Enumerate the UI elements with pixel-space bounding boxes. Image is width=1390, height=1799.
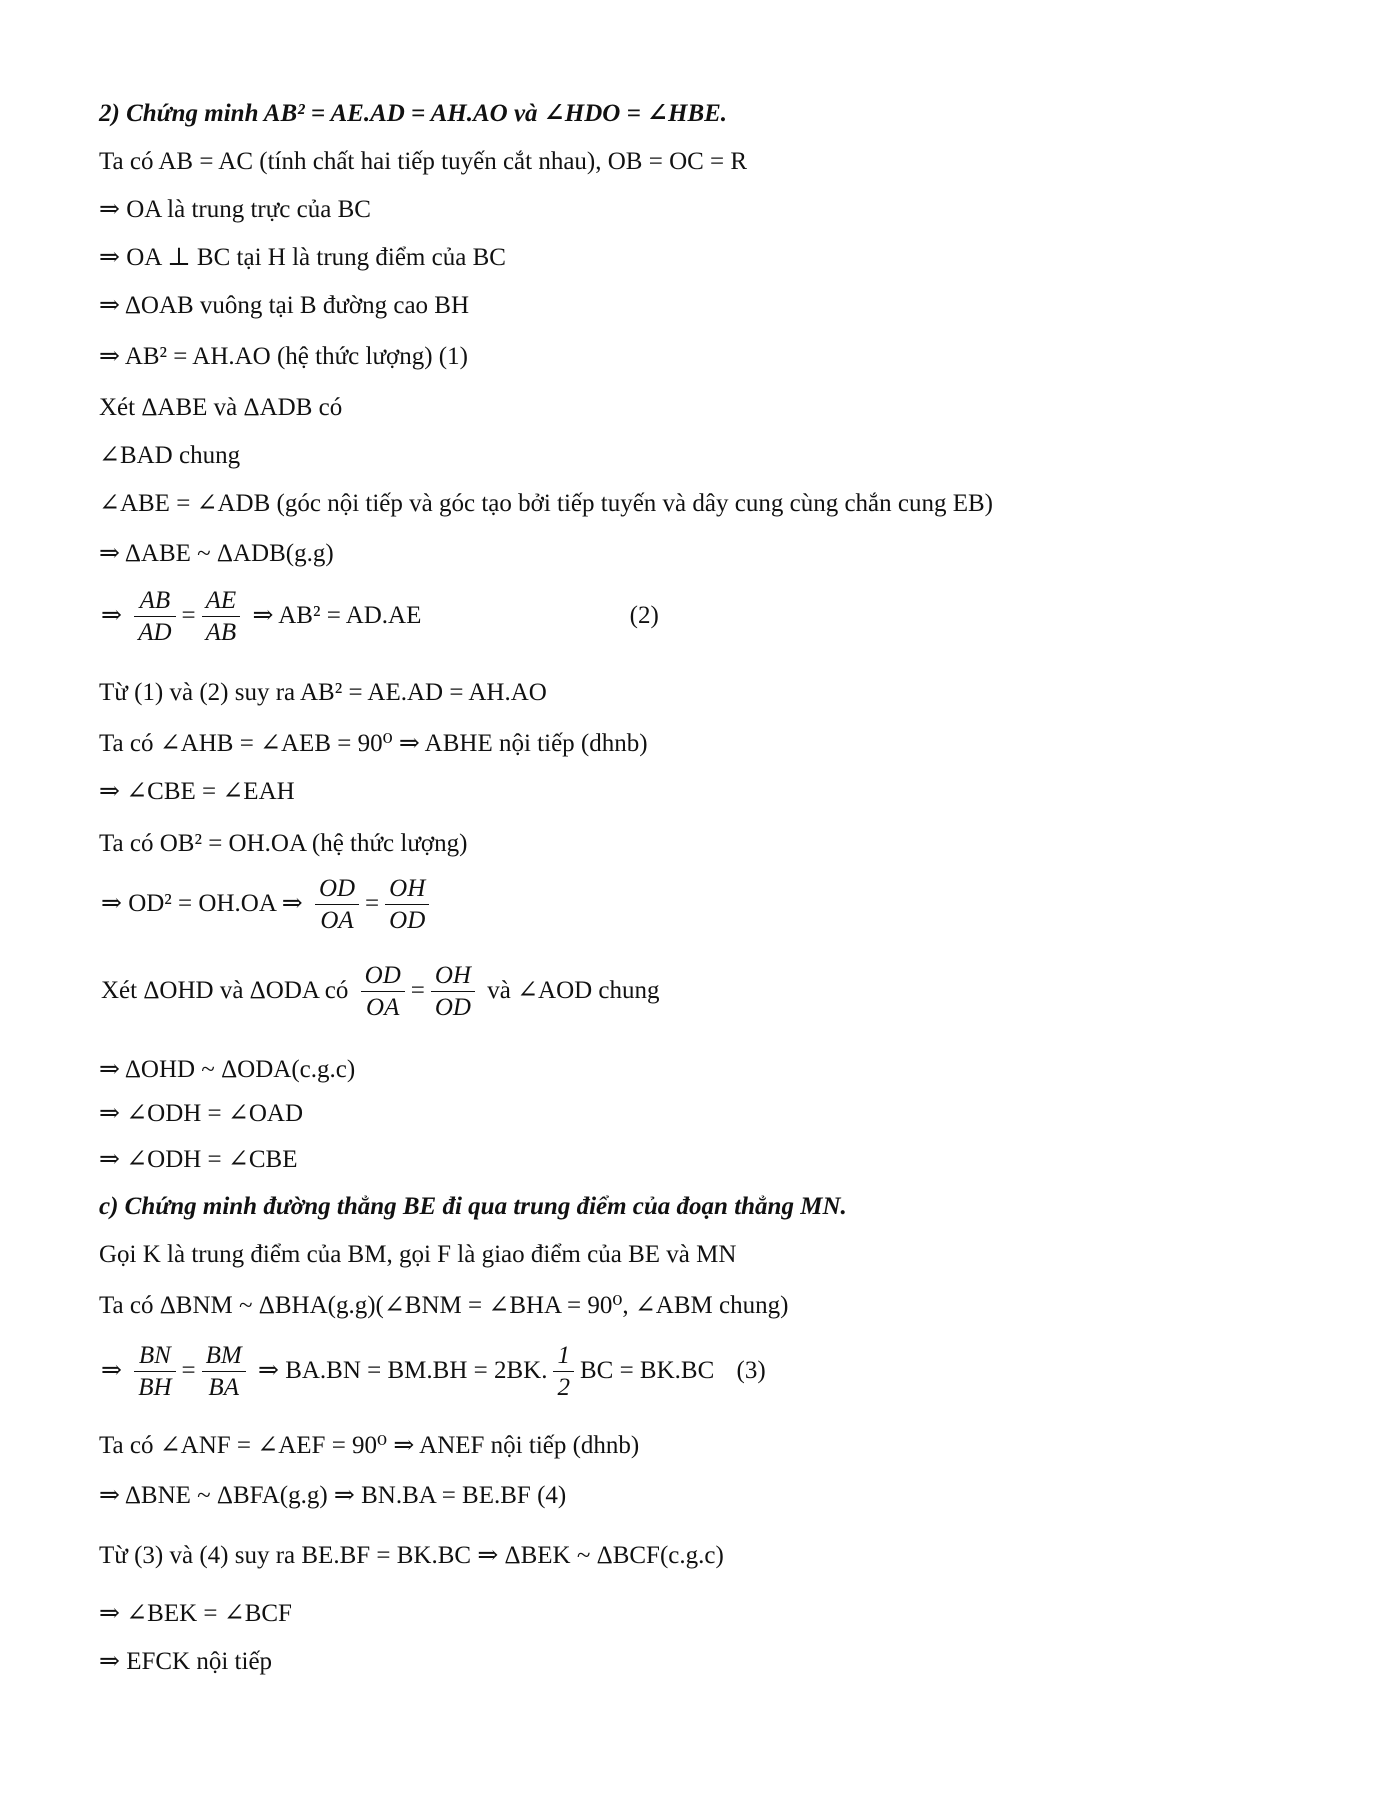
- fraction: [134, 585, 175, 649]
- fraction: [553, 1340, 574, 1404]
- eq-mid: ⇒ BA.BN = BM.BH = 2BK.: [258, 1357, 548, 1385]
- eq-prefix: ⇒: [101, 602, 122, 630]
- eq-prefix: ⇒: [101, 1357, 122, 1385]
- text-line: Ta có OB² = OH.OA (hệ thức lượng): [99, 830, 468, 857]
- fraction-equation-2: ⇒ OD² = OH.OA ⇒ $\frac{OD}{OA}$ = $\frac{OH}{OD}$: [99, 873, 433, 937]
- denominator: AD: [138, 619, 172, 647]
- fraction-equation-3: Xét ΔOHD và ΔODA có $\frac{OD}{OA}$ = $\frac{OH}{OD}$ và ∠AOD chung: [99, 960, 662, 1024]
- denominator: AB: [205, 619, 237, 647]
- text-line: ⇒ ΔBNE ~ ΔBFA(g.g) ⇒ BN.BA = BE.BF (4): [99, 1482, 567, 1509]
- heading-part-2: 2) Chứng minh AB² = AE.AD = AH.AO và ∠HDO = ∠HBE.: [99, 100, 728, 127]
- text-line: Ta có ∠ANF = ∠AEF = 90⁰ ⇒ ANEF nội tiếp (dhnb): [99, 1432, 640, 1459]
- denominator: OD: [389, 907, 426, 935]
- equation-tag: (3): [736, 1357, 766, 1385]
- numerator: OH: [431, 960, 475, 992]
- numerator: BM: [202, 1340, 246, 1372]
- text-line: ∠ABE = ∠ADB (góc nội tiếp và góc tạo bởi tiếp tuyến và dây cung cùng chắn cung EB): [99, 490, 994, 517]
- text-line: ⇒ ∠BEK = ∠BCF: [99, 1600, 292, 1627]
- fraction: [134, 1340, 175, 1404]
- equation-tag: (2): [629, 602, 659, 630]
- denominator: 2: [557, 1374, 570, 1402]
- denominator: OA: [320, 907, 354, 935]
- heading-part-c: c) Chứng minh đường thẳng BE đi qua trung điểm của đoạn thẳng MN.: [99, 1193, 847, 1220]
- text-line: ⇒ OA là trung trực của BC: [99, 196, 371, 223]
- fraction: [202, 585, 241, 649]
- text-line: ⇒ EFCK nội tiếp: [99, 1648, 273, 1675]
- text-line: Xét ΔABE và ΔADB có: [99, 394, 343, 421]
- text-line: ⇒ ∠ODH = ∠CBE: [99, 1146, 298, 1173]
- text-line: ⇒ OA ⊥ BC tại H là trung điểm của BC: [99, 244, 506, 271]
- fraction: [385, 873, 429, 937]
- eq-prefix: ⇒ OD² = OH.OA ⇒: [101, 890, 303, 918]
- eq-suffix: BC = BK.BC: [579, 1357, 715, 1385]
- text-line: ⇒ AB² = AH.AO (hệ thức lượng) (1): [99, 343, 468, 370]
- text-line: Gọi K là trung điểm của BM, gọi F là giao điểm của BE và MN: [99, 1241, 737, 1268]
- fraction-equation-4: ⇒ $\frac{BN}{BH}$ = $\frac{BM}{BA}$ ⇒ BA.BN = BM.BH = 2BK. $\frac{1}{2}$ BC = BK.BC (3): [99, 1340, 768, 1404]
- fraction: [202, 1340, 246, 1404]
- text-line: ⇒ ΔOHD ~ ΔODA(c.g.c): [99, 1056, 356, 1083]
- fraction: [431, 960, 475, 1024]
- eq-suffix: ⇒ AB² = AD.AE: [252, 602, 422, 630]
- text-line: ⇒ ΔOAB vuông tại B đường cao BH: [99, 292, 470, 319]
- fraction-equation-1: ⇒ $\frac{AB}{AD}$ = $\frac{AE}{AB}$ ⇒ AB² = AD.AE (2): [99, 585, 661, 649]
- denominator: BH: [138, 1374, 172, 1402]
- text-line: ⇒ ∠ODH = ∠OAD: [99, 1100, 304, 1127]
- eq-suffix: và ∠AOD chung: [487, 977, 660, 1005]
- numerator: OD: [315, 873, 359, 905]
- text-line: ⇒ ∠CBE = ∠EAH: [99, 778, 295, 805]
- text-line: Từ (3) và (4) suy ra BE.BF = BK.BC ⇒ ΔBEK ~ ΔBCF(c.g.c): [99, 1542, 724, 1569]
- fraction: [315, 873, 359, 937]
- denominator: BA: [208, 1374, 239, 1402]
- denominator: OA: [366, 994, 400, 1022]
- numerator: BN: [134, 1340, 175, 1372]
- text-line: ⇒ ΔABE ~ ΔADB(g.g): [99, 540, 334, 567]
- denominator: OD: [434, 994, 471, 1022]
- fraction: [361, 960, 405, 1024]
- numerator: AE: [202, 585, 241, 617]
- text-line: Ta có AB = AC (tính chất hai tiếp tuyến cắt nhau), OB = OC = R: [99, 148, 748, 175]
- numerator: OH: [385, 873, 429, 905]
- eq-prefix: Xét ΔOHD và ΔODA có: [101, 977, 349, 1005]
- text-line: ∠BAD chung: [99, 442, 241, 469]
- numerator: 1: [553, 1340, 574, 1372]
- numerator: AB: [134, 585, 175, 617]
- numerator: OD: [361, 960, 405, 992]
- text-line: Từ (1) và (2) suy ra AB² = AE.AD = AH.AO: [99, 679, 547, 706]
- text-line: Ta có ∠AHB = ∠AEB = 90⁰ ⇒ ABHE nội tiếp (dhnb): [99, 730, 648, 757]
- text-line: Ta có ΔBNM ~ ΔBHA(g.g)(∠BNM = ∠BHA = 90⁰, ∠ABM chung): [99, 1292, 789, 1319]
